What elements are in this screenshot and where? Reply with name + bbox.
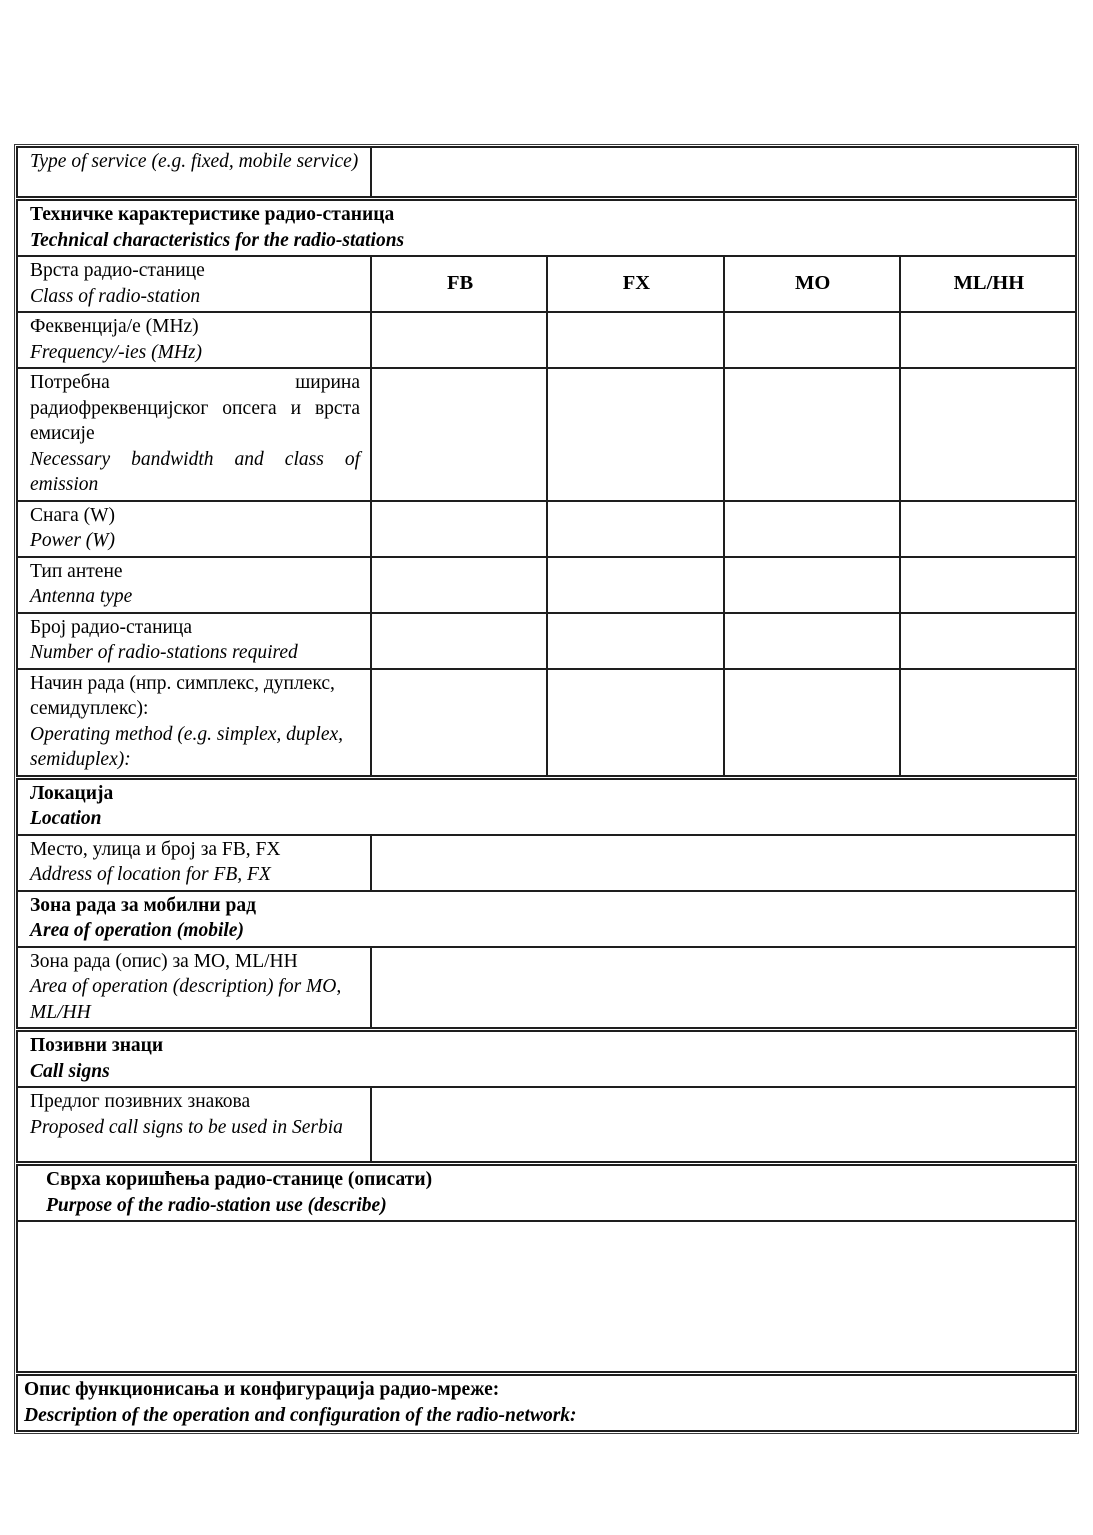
row-label-type-of-service [18, 148, 370, 196]
empty-cell [899, 670, 1075, 775]
column-header-mo: MO [723, 257, 899, 311]
section-title-technical-en: Technical characteristics for the radio-stations [30, 229, 405, 251]
network-description-title-sr: Опис функционисања и конфигурација радио-мреже: [24, 1379, 500, 1400]
section-title-call-signs [18, 1032, 1075, 1086]
empty-cell [546, 502, 722, 556]
row-label-frequency [18, 313, 370, 367]
network-description-title-en: Description of the operation and configuration of the radio-network: [24, 1404, 577, 1426]
section-header-technical-characteristics [18, 201, 1075, 255]
empty-cell [370, 1088, 1075, 1161]
call-signs-title-sr: Позивни знаци [30, 1035, 164, 1056]
number-label-en: Number of radio-stations required [30, 642, 298, 663]
section-header-network-description [18, 1376, 1075, 1430]
empty-cell [546, 369, 722, 500]
number-label-sr: Број радио-станица [30, 616, 193, 638]
address-label-en: Address of location for FB, FX [30, 864, 271, 885]
location-title-en: Location [30, 808, 102, 829]
call-signs-title-en: Call signs [30, 1060, 110, 1082]
empty-cell [370, 369, 546, 500]
empty-cell [546, 670, 722, 775]
block-network-description [16, 1374, 1077, 1432]
power-label-en: Power (W) [30, 530, 116, 551]
row-number-of-stations [18, 612, 1075, 668]
empty-cell [899, 369, 1075, 500]
empty-cell [723, 670, 899, 775]
purpose-title-sr: Сврха коришћења радио-станице (описати) [46, 1169, 433, 1190]
proposed-label-sr: Предлог позивних знакова [30, 1091, 251, 1112]
row-label-address [18, 836, 370, 890]
section-title-location [18, 780, 1075, 834]
frequency-label-sr: Феквенција/е (MHz) [30, 316, 199, 337]
row-antenna-type [18, 556, 1075, 612]
empty-cell [370, 670, 546, 775]
column-header-fb: FB [370, 257, 546, 311]
operating-label-en: Operating method (e.g. simplex, duplex, semiduplex): [30, 723, 344, 770]
empty-cell [370, 313, 546, 367]
class-label-en: Class of radio-station [30, 285, 201, 307]
block-technical-characteristics [16, 199, 1077, 777]
section-title-technical [18, 201, 1075, 255]
section-title-purpose [18, 1166, 1075, 1220]
section-header-call-signs [18, 1032, 1075, 1086]
row-label-proposed-call-signs [18, 1088, 370, 1161]
radio-station-form-table [14, 144, 1079, 1434]
row-label-class-of-radio-station [18, 257, 370, 311]
purpose-title-en: Purpose of the radio-station use (describe) [46, 1194, 387, 1216]
empty-cell [899, 502, 1075, 556]
empty-cell [899, 558, 1075, 612]
empty-cell [546, 614, 722, 668]
row-address [18, 834, 1075, 890]
row-proposed-call-signs [18, 1086, 1075, 1161]
row-label-antenna-type [18, 558, 370, 612]
antenna-label-en: Antenna type [30, 586, 133, 607]
location-title-sr: Локација [30, 782, 114, 804]
empty-cell [370, 558, 546, 612]
proposed-label-en: Proposed call signs to be used in Serbia [30, 1116, 343, 1138]
address-label-sr: Место, улица и број за FB, FX [30, 838, 281, 860]
block-type-of-service [16, 146, 1077, 198]
empty-cell [370, 836, 1075, 890]
row-power [18, 500, 1075, 556]
row-label-operating-method [18, 670, 370, 775]
section-title-area-of-operation [18, 892, 1075, 946]
empty-cell [899, 313, 1075, 367]
class-label-sr: Врста радио-станице [30, 260, 205, 281]
empty-cell [723, 313, 899, 367]
block-purpose [16, 1164, 1077, 1373]
empty-cell [723, 369, 899, 500]
block-call-signs [16, 1030, 1077, 1163]
section-title-network-description [18, 1376, 1075, 1430]
section-title-technical-sr: Техничке карактеристике радио-станица [30, 204, 395, 225]
empty-cell [370, 502, 546, 556]
section-header-purpose [18, 1166, 1075, 1220]
empty-cell [723, 558, 899, 612]
row-class-of-radio-station [18, 255, 1075, 311]
area-desc-label-sr: Зона рада (опис) за MO, ML/HH [30, 950, 298, 972]
area-title-sr: Зона рада за мобилни рад [30, 894, 256, 916]
empty-cell [723, 614, 899, 668]
empty-cell [370, 148, 1075, 196]
area-desc-label-en: Area of operation (description) for MO, ML/HH [30, 976, 342, 1023]
section-header-area-of-operation [18, 890, 1075, 946]
row-label-bandwidth-emission [18, 369, 370, 500]
row-label-power [18, 502, 370, 556]
row-type-of-service [18, 148, 1075, 196]
block-location [16, 778, 1077, 1030]
row-frequency [18, 311, 1075, 367]
type-of-service-label: Type of service (e.g. fixed, mobile service) [30, 151, 359, 172]
empty-cell [370, 614, 546, 668]
operating-label-sr: Начин рада (нпр. симплекс, дуплекс, семидуплекс): [30, 672, 335, 719]
empty-cell [546, 558, 722, 612]
row-label-area-of-operation-desc [18, 948, 370, 1028]
bandwidth-label-sr: Потребна ширина радиофреквенцијског опсега и врста емисије [30, 372, 360, 444]
area-title-en: Area of operation (mobile) [30, 920, 244, 941]
empty-cell [723, 502, 899, 556]
column-header-mlhh: ML/HH [899, 257, 1075, 311]
row-area-of-operation-desc [18, 946, 1075, 1028]
row-label-number-of-stations [18, 614, 370, 668]
purpose-empty-area [18, 1220, 1075, 1371]
row-operating-method [18, 668, 1075, 775]
section-header-location [18, 780, 1075, 834]
empty-cell [370, 948, 1075, 1028]
column-header-fx: FX [546, 257, 722, 311]
empty-cell [899, 614, 1075, 668]
bandwidth-label-en: Necessary bandwidth and class of emission [30, 448, 360, 495]
power-label-sr: Снага (W) [30, 504, 116, 526]
empty-cell [18, 1222, 1075, 1371]
antenna-label-sr: Тип антене [30, 560, 123, 582]
row-bandwidth-emission [18, 367, 1075, 500]
frequency-label-en: Frequency/-ies (MHz) [30, 341, 202, 363]
empty-cell [546, 313, 722, 367]
